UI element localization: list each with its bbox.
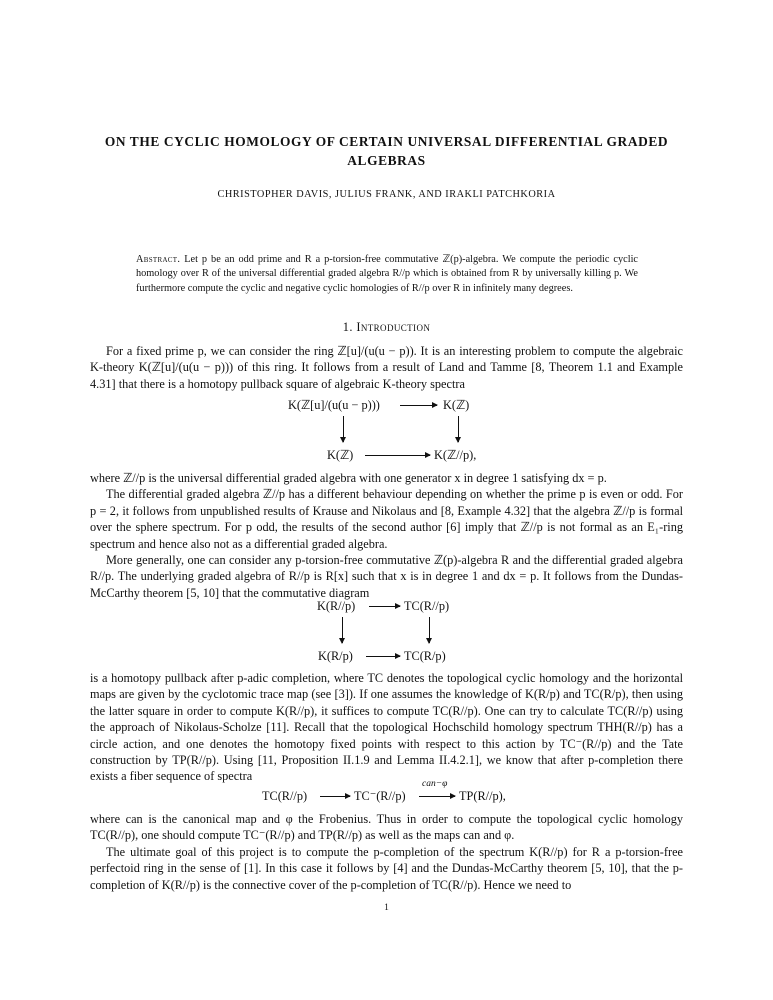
abstract-text: Let p be an odd prime and R a p-torsion-free commutative ℤ(p)-algebra. We compute the periodic cyclic homology over R of the universal differential graded algebra R//p which is obtained from R by universally killing p. We furthermore compute the cyclic and negative cyclic homologies of R//p over R in infinitely many degrees. [136,254,638,294]
diagram1-bottom-left: K(ℤ) [327,448,354,462]
fiber-second: TC⁻(R//p) [354,789,406,803]
diagram2-bottom-right: TC(R/p) [404,649,446,663]
fiber-arrow-1 [320,796,350,797]
paragraph-7: The ultimate goal of this project is to compute the p-completion of the spectrum K(R//p) for R a p-torsion-free perfectoid ring in the sense of [1]. In this case it follows by [4] and the Dundas-McCarthy theorem [5, 10], that the p-completion of K(R//p) is the connective cover of the p-completion of TC(R//p). Hence we need to [90,844,683,892]
paragraph-2: where ℤ//p is the universal differential graded algebra with one generator x in degree 1 satisfying dx = p. [90,471,607,485]
diagram1-bottom-right: K(ℤ//p), [434,448,477,462]
fiber-arrow-2 [419,796,455,797]
paragraph-5: is a homotopy pullback after p-adic completion, where TC denotes the topological cyclic homology and the horizontal maps are given by the cyclotomic trace map (see [3]). If one assumes the knowledge of K(R/p) and TC(R/p), then using the latter square in order to compute K(R//p), it suffices to compute TC(R//p). One can try to calculate TC(R//p) using the approach of Nikolaus-Scholze [11]. Recall that the topological Hochschild homology spectrum THH(R//p) has a circle action, and one denotes the homotopy fixed points with respect to this action by TC⁻(R//p) and the Tate construction by TP(R//p). Using [11, Proposition II.1.9 and Lemma II.4.2.1], we know that after p-completion there exists a fiber sequence of spectra [90,671,683,784]
fiber-third: TP(R//p), [459,789,506,803]
diagram2-top-right: TC(R//p) [404,599,450,613]
page-number: 1 [384,903,389,913]
paragraph-3: The differential graded algebra ℤ//p has a different behaviour depending on whether the prime p is even or odd. For p = 2, it follows from unpublished results of Krause and Nikolaus and [8, Example 4.32] that the algebra ℤ//p is formal over the sphere spectrum. For p odd, the results of the second author [6] imply that ℤ//p is not formal as an E₁-ring spectrum and hence also not as a differential graded algebra. [90,487,683,551]
section-heading-introduction: 1. Introduction [342,320,431,334]
paragraph-6: where can is the canonical map and φ the Frobenius. Thus in order to compute the topological cyclic homology TC(R//p), one should compute TC⁻(R//p) and TP(R//p) as well as the maps can and φ. [90,812,683,843]
diagram2-bottom-left: K(R/p) [318,649,353,663]
fiber-arrow-label: can−φ [422,779,448,789]
diagram1-top-right: K(ℤ) [443,398,470,412]
paragraph-4: More generally, one can consider any p-torsion-free commutative ℤ(p)-algebra R and the differential graded algebra R//p. The underlying graded algebra of R//p is R[x] such that x is in degree 1 and dx = p. It follows from the Dundas-McCarthy theorem [5, 10] that the commutative diagram [90,553,683,600]
paper-title: ON THE CYCLIC HOMOLOGY OF CERTAIN UNIVERSAL DIFFERENTIAL GRADED ALGEBRAS [104,134,669,168]
paragraph-1: For a fixed prime p, we can consider the ring ℤ[u]/(u(u − p)). It is an interesting problem to compute the algebraic K-theory K(ℤ[u]/(u(u − p))) of this ring. It follows from a result of Land and Tamme [8, Theorem 1.1 and Example 4.31] that there is a homotopy pullback square of algebraic K-theory spectra [90,344,683,391]
abstract-heading: Abstract. [136,254,181,265]
paragraphs-6-7-block [90,811,683,893]
diagram1-top-left: K(ℤ[u]/(u(u − p))) [288,398,380,412]
diagram2-top-left: K(R//p) [317,599,356,613]
paper-authors: CHRISTOPHER DAVIS, JULIUS FRANK, AND IRAKLI PATCHKORIA [217,189,556,200]
fiber-first: TC(R//p) [262,789,308,803]
